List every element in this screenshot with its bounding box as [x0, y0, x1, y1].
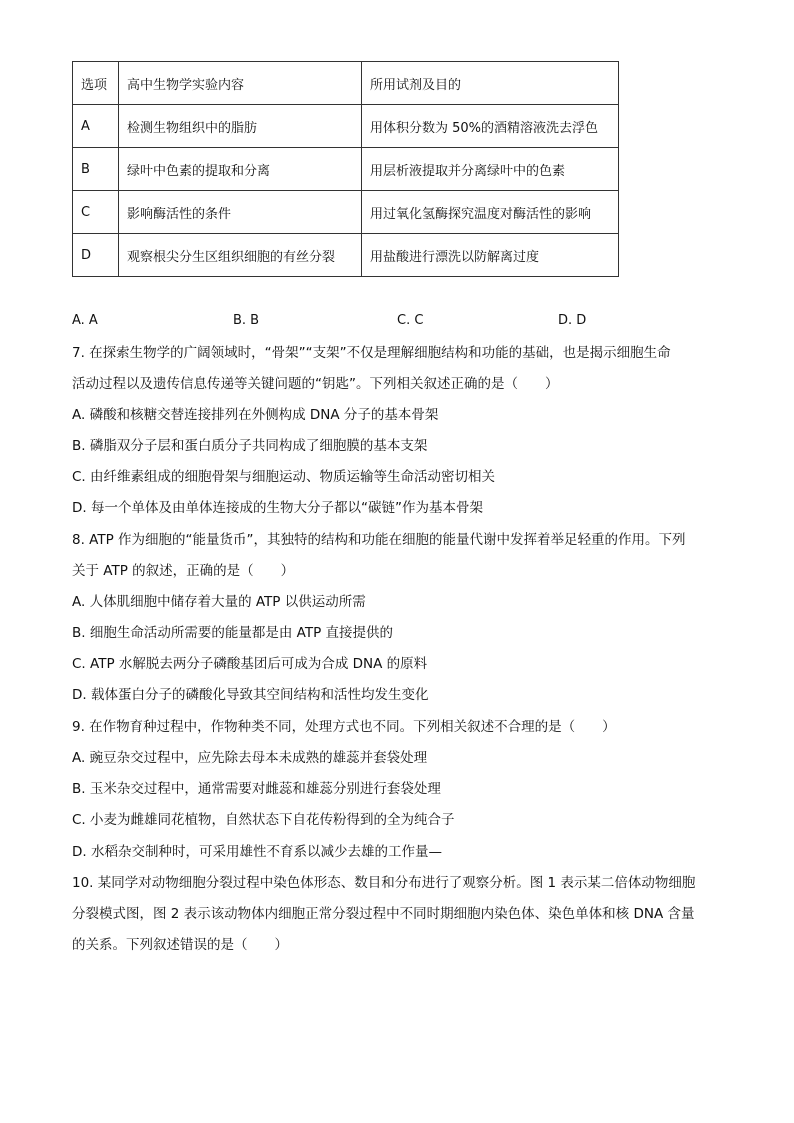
table-cell: A — [73, 105, 119, 148]
table-cell: B — [73, 148, 119, 191]
table-cell: 影响酶活性的条件 — [119, 191, 362, 234]
table-cell: 绿叶中色素的提取和分离 — [119, 148, 362, 191]
table-cell: 用过氧化氢酶探究温度对酶活性的影响 — [362, 191, 619, 234]
table-row — [73, 105, 619, 148]
choice-d: D. D — [558, 313, 587, 328]
q9-option-c: C. 小麦为雌雄同花植物，自然状态下自花传粉得到的全为纯合子 — [72, 812, 455, 828]
table-row — [73, 191, 619, 234]
table-header-cell: 高中生物学实验内容 — [119, 62, 362, 105]
q8-option-d: D. 载体蛋白分子的磷酸化导致其空间结构和活性均发生变化 — [72, 687, 429, 703]
q10-stem-line: 的关系。下列叙述错误的是（ ） — [72, 937, 288, 953]
q10-stem-line: 分裂模式图，图 2 表示该动物体内细胞正常分裂过程中不同时期细胞内染色体、染色单体和核 DNA 含量 — [72, 906, 695, 922]
table-header-cell: 选项 — [73, 62, 119, 105]
table-header-row — [73, 62, 619, 105]
table-row — [73, 148, 619, 191]
table-cell: 用体积分数为 50%的酒精溶液洗去浮色 — [362, 105, 619, 148]
q8-stem-line: 8. ATP 作为细胞的“能量货币”，其独特的结构和功能在细胞的能量代谢中发挥着举足轻重的作用。下列 — [72, 532, 686, 548]
q8-option-a: A. 人体肌细胞中储存着大量的 ATP 以供运动所需 — [72, 594, 366, 610]
table-cell: 用层析液提取并分离绿叶中的色素 — [362, 148, 619, 191]
q8-option-c: C. ATP 水解脱去两分子磷酸基团后可成为合成 DNA 的原料 — [72, 656, 428, 672]
table-cell: C — [73, 191, 119, 234]
experiment-table — [72, 61, 619, 277]
q9-option-b: B. 玉米杂交过程中，通常需要对雌蕊和雄蕊分别进行套袋处理 — [72, 781, 441, 797]
q7-option-d: D. 每一个单体及由单体连接成的生物大分子都以“碳链”作为基本骨架 — [72, 500, 483, 516]
choice-c: C. C — [397, 313, 424, 328]
q8-option-b: B. 细胞生命活动所需要的能量都是由 ATP 直接提供的 — [72, 625, 394, 641]
q7-option-a: A. 磷酸和核糖交替连接排列在外侧构成 DNA 分子的基本骨架 — [72, 407, 439, 423]
choice-a: A. A — [72, 313, 98, 328]
q7-stem-line: 7. 在探索生物学的广阔领域时，“骨架”“支架”不仅是理解细胞结构和功能的基础，也是揭示细胞生命 — [72, 345, 671, 361]
table-cell: 观察根尖分生区组织细胞的有丝分裂 — [119, 234, 362, 277]
choice-b: B. B — [233, 313, 260, 328]
q9-stem-line: 9. 在作物育种过程中，作物种类不同，处理方式也不同。下列相关叙述不合理的是（ ） — [72, 719, 616, 735]
table-cell: 检测生物组织中的脂肪 — [119, 105, 362, 148]
q7-option-b: B. 磷脂双分子层和蛋白质分子共同构成了细胞膜的基本支架 — [72, 438, 428, 454]
q10-stem-line: 10. 某同学对动物细胞分裂过程中染色体形态、数目和分布进行了观察分析。图 1 表示某二倍体动物细胞 — [72, 875, 696, 891]
table-header-cell: 所用试剂及目的 — [362, 62, 619, 105]
q8-stem-line: 关于 ATP 的叙述，正确的是（ ） — [72, 563, 295, 579]
q9-option-a: A. 豌豆杂交过程中，应先除去母本未成熟的雄蕊并套袋处理 — [72, 750, 428, 766]
table-row — [73, 234, 619, 277]
q7-option-c: C. 由纤维素组成的细胞骨架与细胞运动、物质运输等生命活动密切相关 — [72, 469, 496, 485]
q7-stem-line: 活动过程以及遗传信息传递等关键问题的“钥匙”。下列相关叙述正确的是（ ） — [72, 376, 559, 392]
q9-option-d: D. 水稻杂交制种时，可采用雄性不育系以减少去雄的工作量— — [72, 844, 442, 860]
table-cell: D — [73, 234, 119, 277]
table-cell: 用盐酸进行漂洗以防解离过度 — [362, 234, 619, 277]
